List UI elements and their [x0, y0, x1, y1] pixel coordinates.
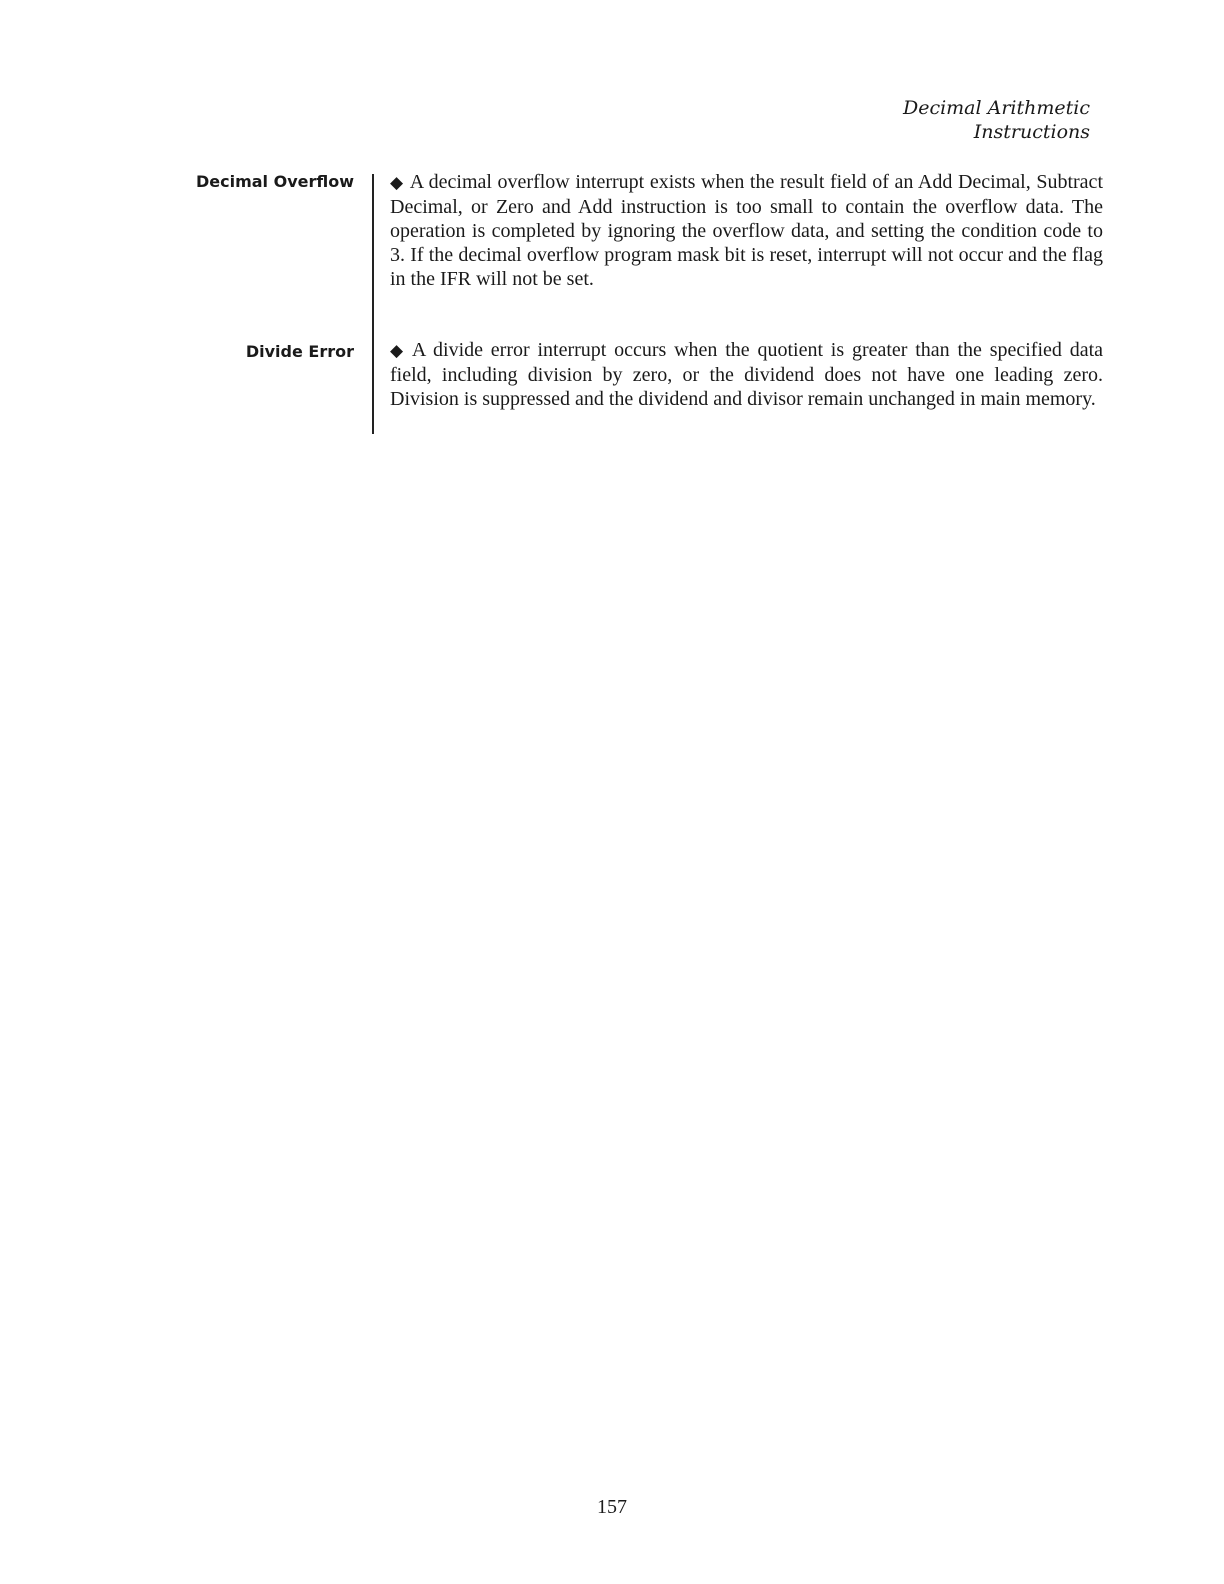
margin-rule [372, 174, 374, 434]
paragraph-divide-error [390, 338, 1103, 411]
running-head-line-2: Instructions [973, 121, 1090, 143]
diamond-bullet-icon: ◆ [390, 173, 404, 193]
side-label-divide-error: Divide Error [245, 342, 354, 361]
running-head [903, 96, 1090, 144]
paragraph-text: A decimal overflow interrupt exists when the result field of an Add Decimal, Subtract Decimal, or Zero and Add instruction is too small to contain the overflow data. The operation is completed by ignoring the overflow data, and setting the condition code to 3. If the decimal overflow program mask bit is reset, interrupt will not occur and the flag in the IFR will not be set. [390, 171, 1103, 290]
side-label-decimal-overflow: Decimal Overflow [195, 172, 354, 191]
paragraph-decimal-overflow [390, 170, 1103, 291]
paragraph-text: A divide error interrupt occurs when the quotient is greater than the specified data field, including division by zero, or the dividend does not have one leading zero. Division is suppressed and the dividend and divisor remain unchanged in main memory. [390, 339, 1103, 410]
page-number: 157 [597, 1496, 627, 1518]
diamond-bullet-icon: ◆ [390, 341, 406, 361]
running-head-line-1: Decimal Arithmetic [902, 97, 1090, 119]
